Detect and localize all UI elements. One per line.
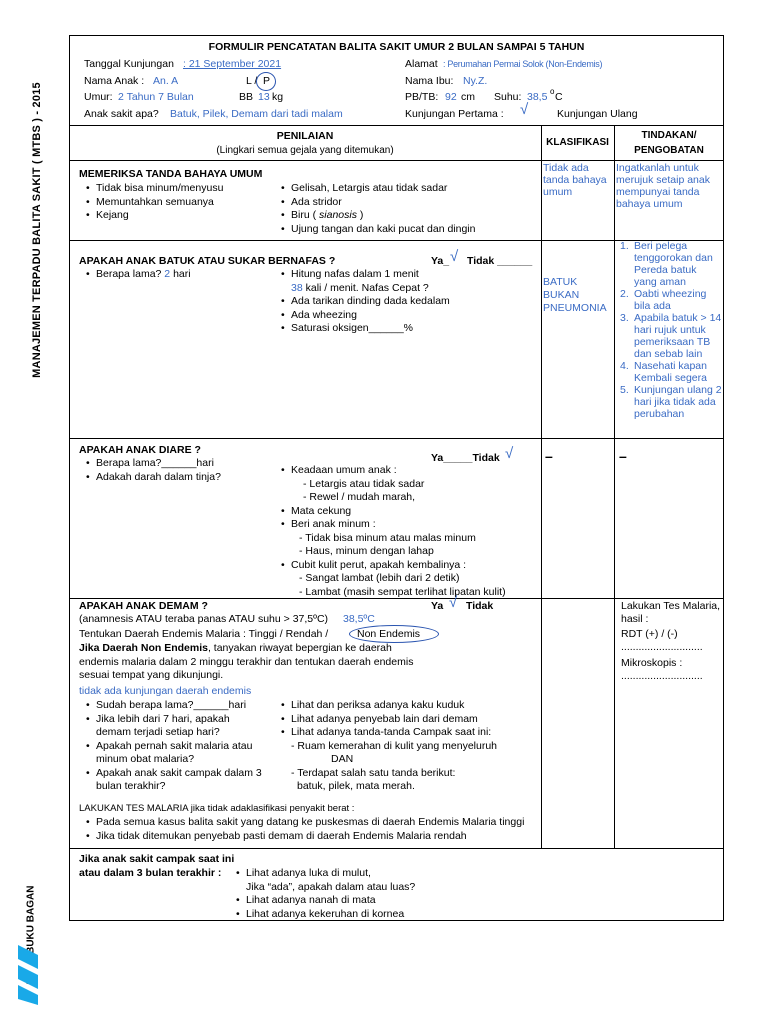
demam-ya: Ya [431, 600, 444, 612]
sub-item: DAN [331, 753, 354, 765]
list-item: 4. Nasehati kapan Kembali segera [620, 360, 722, 384]
demam-tindakan: Lakukan Tes Malaria, hasil : RDT (+) / (-) ............................ Mikroskopis : ............................ [621, 600, 721, 682]
demam-check: √ [449, 594, 458, 611]
diare-title: APAKAH ANAK DIARE ? [79, 444, 201, 456]
list-item: • Adakah darah dalam tinja? [84, 471, 274, 485]
batuk-right-list [279, 268, 539, 336]
non-endemis-circle [349, 625, 439, 643]
campak-list [234, 867, 534, 921]
sub-item: - Letargis atau tidak sadar [303, 477, 425, 490]
nama-anak-value: An. A [153, 75, 179, 87]
sakit-label: Anak sakit apa? [84, 108, 159, 120]
demam-tidak: Tidak [466, 600, 494, 612]
demam-jika-non-endemis: Jika Daerah Non Endemis, tanyakan riwayat bepergian ke daerah endemis malaria dalam 2 minggu terakhir dan tentukan daerah endemis sesuai tempat yang dikunjungi. [79, 642, 414, 681]
pbtb-unit: cm [461, 91, 475, 103]
campak-title-1: Jika anak sakit campak saat ini [79, 853, 235, 865]
diare-tindakan-dash: – [619, 448, 627, 464]
list-item: • Lihat adanya tanda-tanda Campak saat ini: [279, 726, 539, 740]
bahaya-klasifikasi: Tidak ada tanda bahaya umum [543, 162, 607, 198]
sex-p: P [263, 75, 271, 87]
campak-title-2: atau dalam 3 bulan terakhir : [79, 867, 222, 879]
list-item: • Pada semua kasus balita sakit yang datang ke puskesmas di daerah Endemis Malaria tinggi [84, 816, 539, 830]
list-item: • Tidak bisa minum/menyusu [84, 182, 274, 196]
bahaya-tindakan: Ingatkanlah untuk merujuk setaip anak mempunyai tanda bahaya umum [616, 162, 710, 210]
list-item: 1. Beri pelega tenggorokan dan Pereda batuk yang aman [620, 240, 722, 288]
list-item: • Apakah anak sakit campak dalam 3 bulan terakhir? [84, 767, 264, 794]
nama-ibu-value: Ny.Z. [463, 75, 488, 87]
batuk-tindakan-list [620, 240, 722, 420]
suhu-unit: C [555, 91, 563, 103]
list-item-continuation: 38 kali / menit. Nafas Cepat ? [291, 281, 429, 294]
sub-item: - Lambat (masih sempat terlihat lipatan kulit) [299, 585, 506, 598]
bb-label: BB [239, 91, 254, 103]
diare-left-list [84, 457, 274, 484]
batuk-check: √ [450, 248, 459, 265]
umur-value: 2 Tahun 7 Bulan [118, 91, 194, 103]
list-item: • Ada wheezing [279, 309, 539, 323]
list-item: • Berapa lama?______hari [84, 457, 274, 471]
col-klasifikasi: KLASIFIKASI [546, 137, 609, 148]
list-item: • Biru ( sianosis ) [279, 209, 539, 223]
list-item: • Cubit kulit perut, apakah kembalinya : [279, 559, 539, 573]
col-penilaian-sub: (Lingkari semua gejala yang ditemukan) [216, 145, 394, 156]
degree-sign: o [550, 87, 555, 96]
list-item: 3. Apabila batuk > 14 hari rujuk untuk pemeriksaan TB dan sebab lain [620, 312, 722, 360]
lab-instruction: LAKUKAN TES MALARIA jika tidak adaklasifikasi penyakit berat : [79, 803, 355, 814]
side-title: MANAJEMEN TERPADU BALITA SAKIT ( MTBS ) - 2015 [31, 82, 43, 378]
row-line [69, 438, 724, 439]
list-item: • Apakah pernah sakit malaria atau minum obat malaria? [84, 740, 264, 767]
demam-left-list [84, 699, 264, 794]
nama-anak-label: Nama Anak : [84, 75, 145, 87]
batuk-klasifikasi: BATUK BUKAN PNEUMONIA [543, 276, 607, 314]
list-item: • Ujung tangan dan kaki pucat dan dingin [279, 223, 539, 237]
demam-title: APAKAH ANAK DEMAM ? [79, 600, 208, 612]
sex-l: L / [246, 75, 258, 87]
list-item: • Gelisah, Letargis atau tidak sadar [279, 182, 539, 196]
alamat-label: Alamat [405, 58, 438, 70]
row-line [69, 848, 724, 849]
pbtb-value: 92 [445, 91, 457, 103]
diare-klasifikasi-dash: – [545, 448, 553, 464]
sub-item: - Tidak bisa minum atau malas minum [299, 531, 476, 544]
batuk-title: APAKAH ANAK BATUK ATAU SUKAR BERNAFAS ? [79, 255, 336, 267]
list-item: • Keadaan umum anak : [279, 464, 539, 478]
list-item: • Sudah berapa lama?______hari [84, 699, 264, 713]
bb-value: 13 [258, 91, 270, 103]
list-item: • Lihat adanya penyebab lain dari demam [279, 713, 539, 727]
bahaya-right-list [279, 182, 539, 236]
col-penilaian: PENILAIAN [276, 130, 334, 142]
alamat-value: : Perumahan Permai Solok (Non-Endemis) [443, 59, 603, 69]
col-pengobatan: PENGOBATAN [634, 145, 704, 156]
list-item: • Jika tidak ditemukan penyebab pasti demam di daerah Endemis Malaria rendah [84, 830, 539, 844]
sub-item: batuk, pilek, mata merah. [297, 780, 415, 792]
nama-ibu-label: Nama Ibu: [405, 75, 454, 87]
sakit-value: Batuk, Pilek, Demam dari tadi malam [170, 108, 343, 120]
sub-item: Jika “ada”, apakah dalam atau luas? [246, 880, 416, 893]
row-line [69, 125, 724, 126]
list-item: • Hitung nafas dalam 1 menit [279, 268, 539, 282]
list-item: • Mata cekung [279, 505, 539, 519]
umur-label: Umur: [84, 91, 113, 103]
side-book-tab [20, 850, 42, 1020]
list-item: • Lihat adanya kekeruhan di kornea [234, 908, 534, 922]
diare-ya-tidak: Ya_____Tidak [431, 452, 500, 464]
list-item: • Ada stridor [279, 196, 539, 210]
row-line [69, 160, 724, 161]
list-item: • Ada tarikan dinding dada kedalam [279, 295, 539, 309]
sub-item: - Haus, minum dengan lahap [299, 545, 434, 557]
bahaya-left-list [84, 182, 274, 223]
bb-unit: kg [272, 91, 284, 103]
list-item: • Lihat adanya nanah di mata [234, 894, 534, 908]
diare-right-list [279, 464, 539, 599]
suhu-label: Suhu: [494, 91, 522, 103]
demam-daerah: Tentukan Daerah Endemis Malaria : Tinggi / Rendah / [79, 628, 329, 640]
book-tab-stripes [18, 945, 38, 1005]
list-item: • Beri anak minum : [279, 518, 539, 532]
col-line [614, 125, 615, 848]
sub-item: - Rewel / mudah marah, [303, 491, 416, 503]
lab-list [84, 816, 539, 843]
sub-item: - Terdapat salah satu tanda berikut: [291, 766, 456, 779]
check-mark: √ [520, 101, 529, 118]
tanggal-value: : 21 September 2021 [183, 58, 282, 70]
sub-item: - Ruam kemerahan di kulit yang menyeluruh [291, 739, 498, 752]
bahaya-title: MEMERIKSA TANDA BAHAYA UMUM [79, 168, 263, 180]
non-endemis-label: Non Endemis [357, 628, 421, 640]
kunjungan-pertama-label: Kunjungan Pertama : [405, 108, 504, 120]
sub-item: - Sangat lambat (lebih dari 2 detik) [299, 572, 460, 584]
list-item: • Lihat dan periksa adanya kaku kuduk [279, 699, 539, 713]
batuk-left-list [84, 268, 274, 282]
col-tindakan: TINDAKAN/ [641, 130, 697, 141]
demam-anamnesis: (anamnesis ATAU teraba panas ATAU suhu > 37,5ºC) [79, 613, 329, 625]
list-item: 5. Kunjungan ulang 2 hari jika tidak ada perubahan [620, 384, 722, 420]
pbtb-label: PB/TB: [405, 91, 439, 103]
list-item: • Kejang [84, 209, 274, 223]
tanggal-label: Tanggal Kunjungan [84, 58, 174, 70]
demam-note: tidak ada kunjungan daerah endemis [79, 685, 252, 697]
demam-right-list [279, 699, 539, 794]
kunjungan-ulang-label: Kunjungan Ulang [557, 108, 638, 120]
list-item: • Berapa lama? 2 hari [84, 268, 274, 282]
batuk-tidak: Tidak ______ [467, 255, 533, 267]
list-item: • Jika lebih dari 7 hari, apakah demam terjadi setiap hari? [84, 713, 264, 740]
list-item: • Saturasi oksigen______% [279, 322, 539, 336]
form-title: FORMULIR PENCATATAN BALITA SAKIT UMUR 2 BULAN SAMPAI 5 TAHUN [208, 41, 585, 53]
list-item: • Lihat adanya luka di mulut, [234, 867, 534, 881]
suhu-value: 38,5 [527, 91, 548, 103]
demam-suhu-value: 38,5ºC [343, 613, 375, 625]
diare-check: √ [505, 445, 514, 462]
list-item: 2. Oabti wheezing bila ada [620, 288, 722, 312]
book-label: BUKU BAGAN [25, 885, 37, 954]
list-item: • Memuntahkan semuanya [84, 196, 274, 210]
batuk-ya: Ya_ [431, 255, 450, 267]
col-line [541, 125, 542, 848]
sex-circle [256, 72, 276, 91]
